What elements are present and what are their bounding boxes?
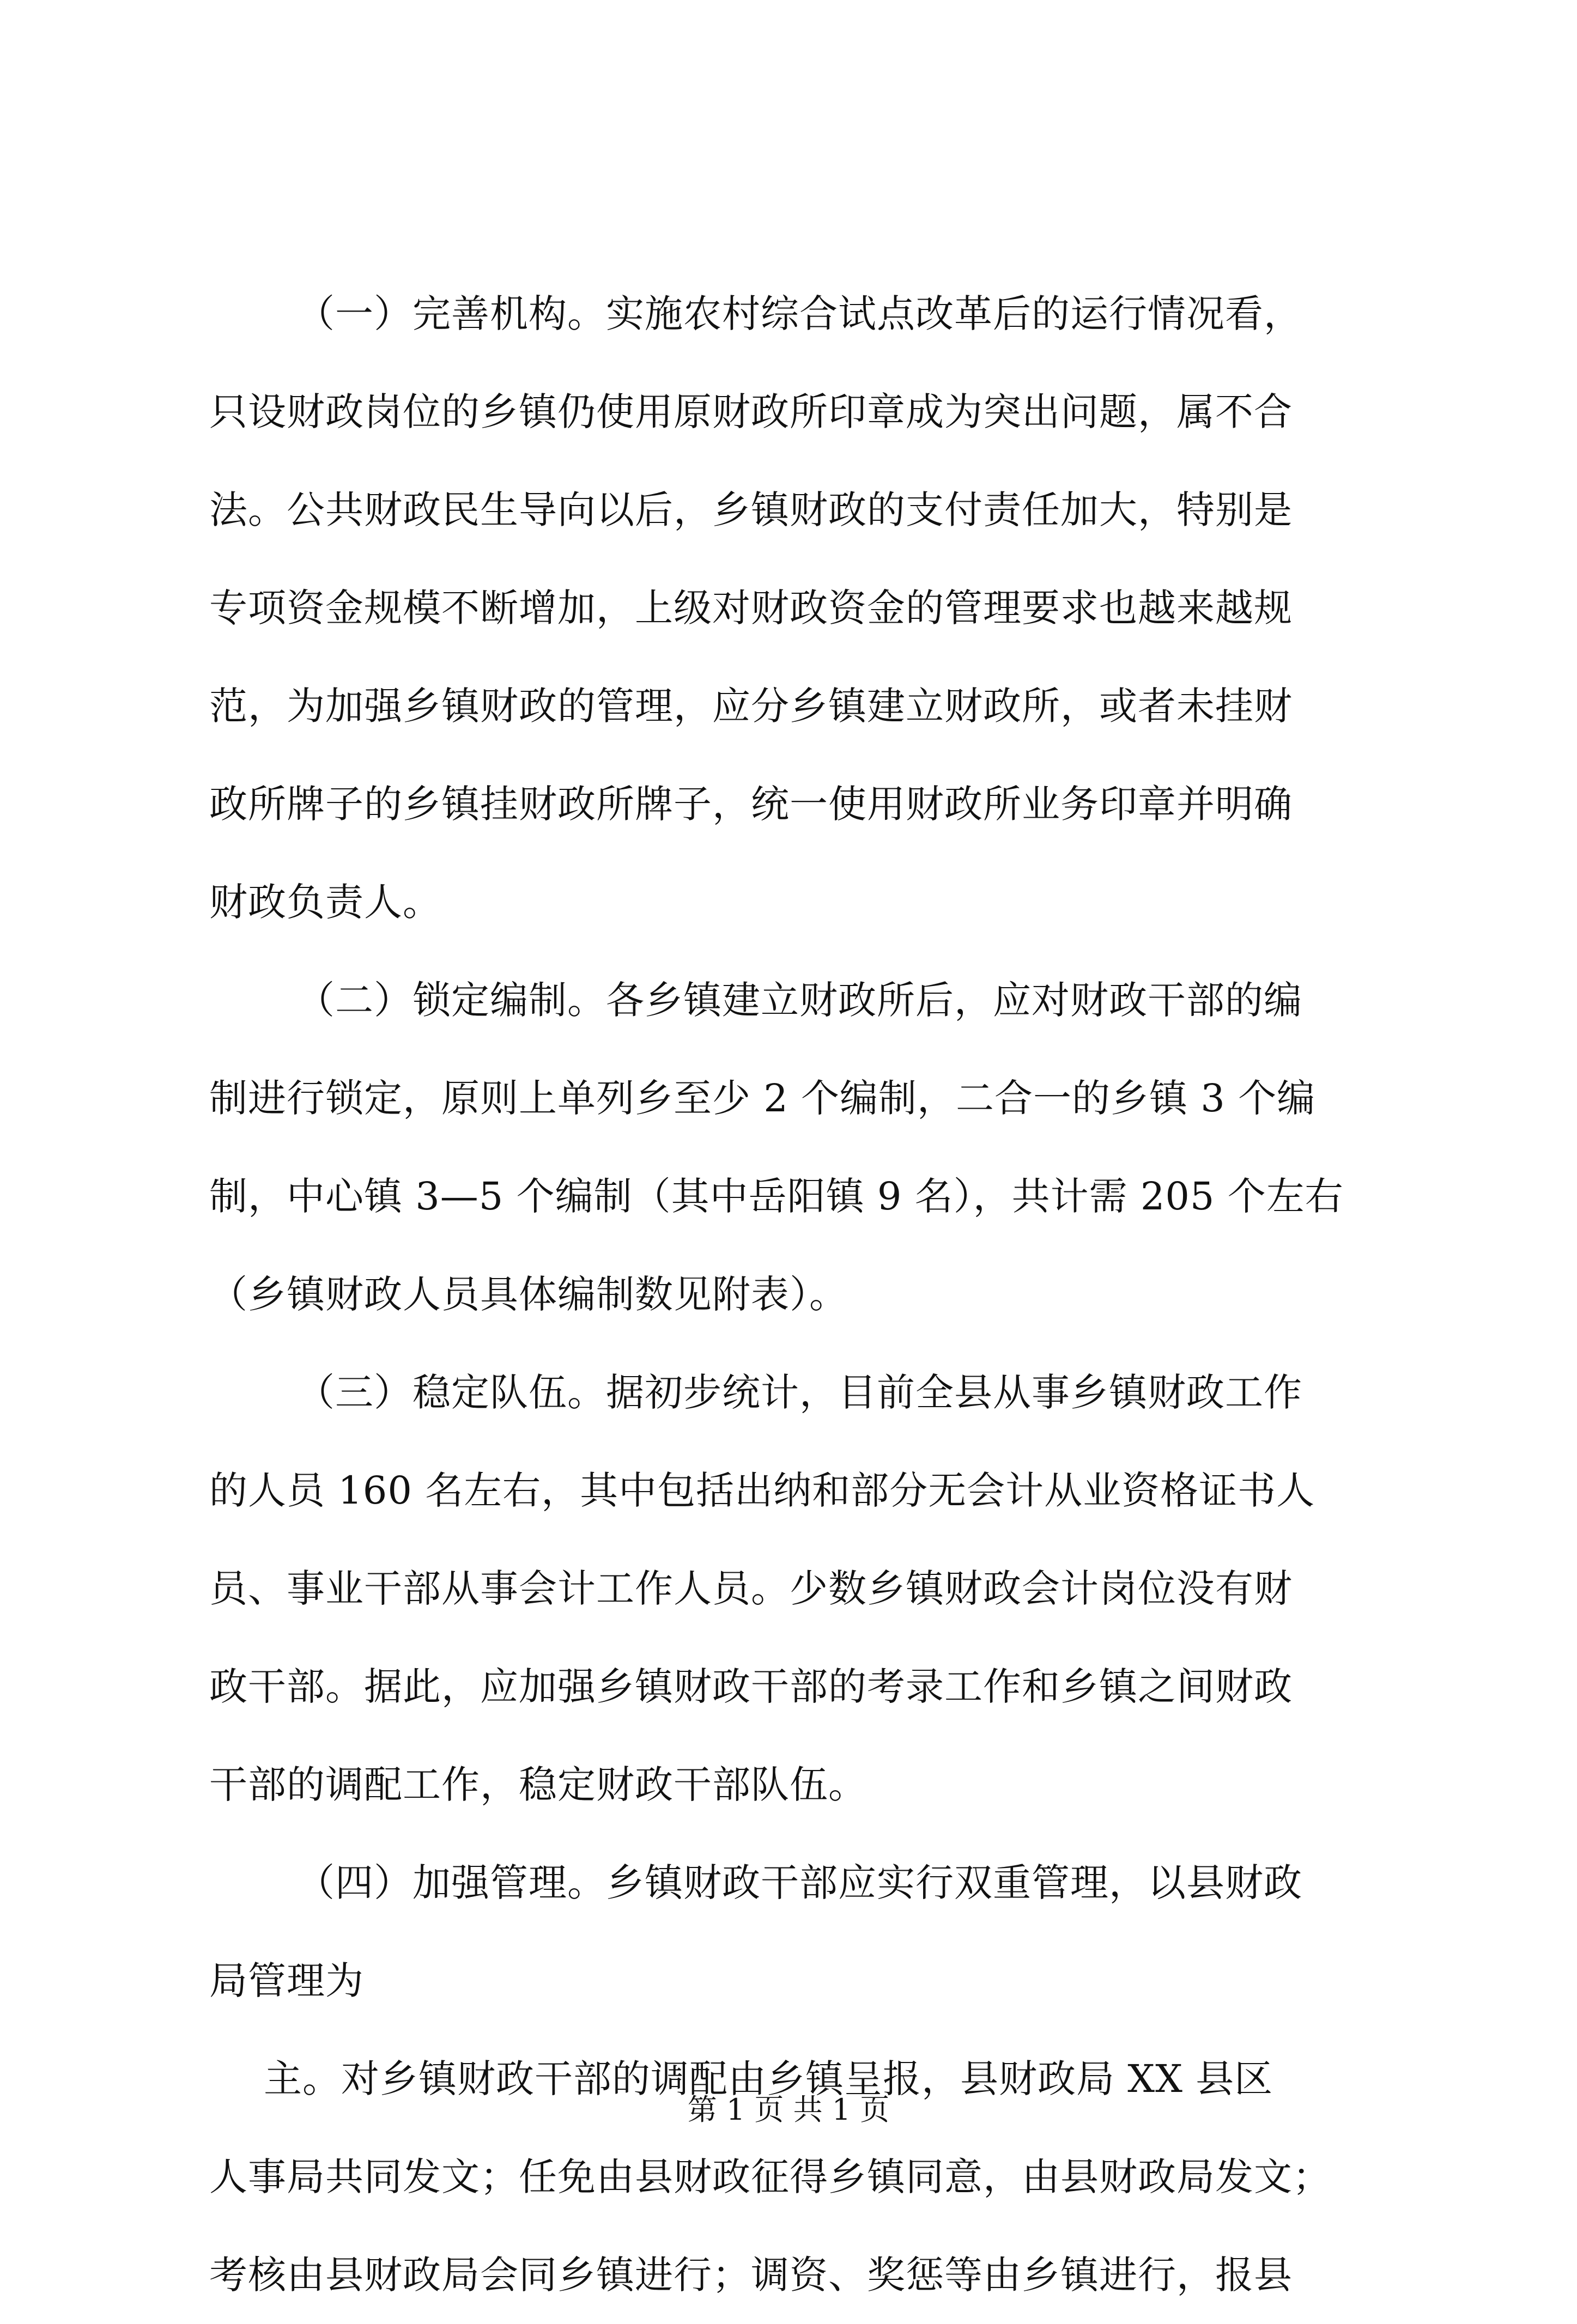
text-line: 干部的调配工作，稳定财政干部队伍。 (209, 1762, 867, 1807)
text-line: 专项资金规模不断增加，上级对财政资金的管理要求也越来越规 (209, 586, 1293, 630)
text-line: 制进行锁定，原则上单列乡至少 2 个编制，二合一的乡镇 3 个编 (209, 1076, 1316, 1121)
text-line: （二）锁定编制。各乡镇建立财政所后，应对财政干部的编 (296, 978, 1302, 1023)
text-line: 人事局共同发文；任免由县财政征得乡镇同意，由县财政局发文； (209, 2155, 1331, 2199)
text-line: 法。公共财政民生导向以后，乡镇财政的支付责任加大，特别是 (209, 488, 1293, 532)
text-line: 局管理为 (209, 1958, 364, 2003)
page-number-footer: 第 1 页 共 1 页 (687, 2092, 890, 2127)
text-line: 员、事业干部从事会计工作人员。少数乡镇财政会计岗位没有财 (209, 1566, 1293, 1611)
text-line: 的人员 160 名左右，其中包括出纳和部分无会计从业资格证书人 (209, 1468, 1315, 1513)
text-line: （三）稳定队伍。据初步统计，目前全县从事乡镇财政工作 (296, 1370, 1302, 1415)
text-line: 主。对乡镇财政干部的调配由乡镇呈报，县财政局 XX 县区 (264, 2057, 1273, 2101)
text-line: 范，为加强乡镇财政的管理，应分乡镇建立财政所，或者未挂财 (209, 684, 1293, 728)
text-line: 考核由县财政局会同乡镇进行；调资、奖惩等由乡镇进行，报县 (209, 2253, 1293, 2297)
text-line: 只设财政岗位的乡镇仍使用原财政所印章成为突出问题，属不合 (209, 390, 1293, 434)
text-line: （乡镇财政人员具体编制数见附表）。 (209, 1272, 848, 1317)
text-line: 政干部。据此，应加强乡镇财政干部的考录工作和乡镇之间财政 (209, 1664, 1293, 1709)
text-line: （四）加强管理。乡镇财政干部应实行双重管理，以县财政 (296, 1860, 1302, 1905)
text-line: （一）完善机构。实施农村综合试点改革后的运行情况看， (296, 291, 1302, 336)
text-line: 财政负责人。 (209, 880, 441, 924)
text-line: 政所牌子的乡镇挂财政所牌子，统一使用财政所业务印章并明确 (209, 782, 1293, 826)
text-line: 制，中心镇 3—5 个编制（其中岳阳镇 9 名），共计需 205 个左右 (209, 1174, 1344, 1219)
